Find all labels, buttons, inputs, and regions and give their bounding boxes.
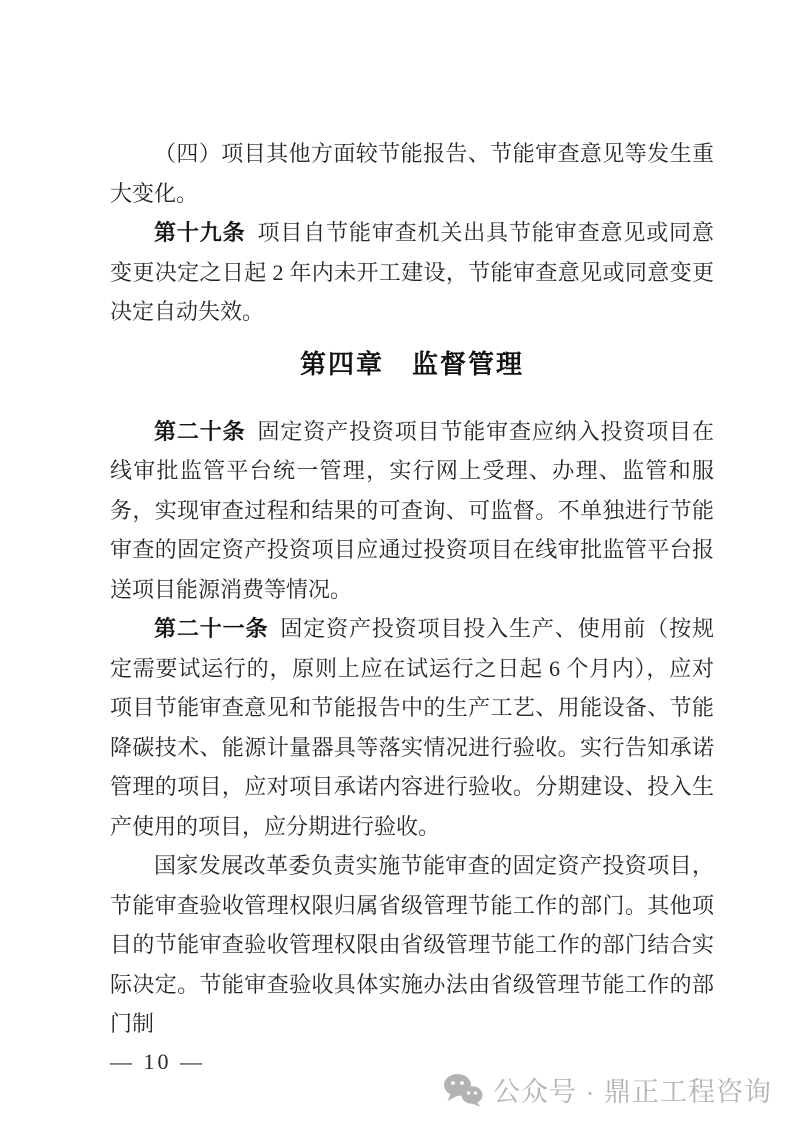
wechat-watermark bbox=[443, 1070, 772, 1109]
watermark-text: 公众号 · 鼎正工程咨询 bbox=[493, 1077, 772, 1107]
paragraph-article-20 bbox=[110, 412, 714, 610]
wechat-icon bbox=[443, 1073, 483, 1107]
paragraph-item-4: （四）项目其他方面较节能报告、节能审查意见等发生重大变化。 bbox=[110, 141, 714, 206]
document-body bbox=[110, 134, 714, 1076]
page-number: — 10 — bbox=[110, 1048, 205, 1074]
chapter-heading: 第四章 监督管理 bbox=[299, 348, 524, 379]
article-19-lead: 第十九条 bbox=[154, 220, 246, 245]
article-21-lead: 第二十一条 bbox=[154, 616, 269, 641]
article-19-text: 项目自节能审查机关出具节能审查意见或同意变更决定之日起 2 年内未开工建设，节能审查意见或同意变更决定自动失效。 bbox=[110, 220, 714, 324]
article-20-text: 固定资产投资项目节能审查应纳入投资项目在线审批监管平台统一管理，实行网上受理、办理、监管和服务，实现审查过程和结果的可查询、可监督。不单独进行节能审查的固定资产投资项目应通过投资项目在线审批监管平台报送项目能源消费等情况。 bbox=[110, 418, 714, 602]
paragraph-article-19 bbox=[110, 213, 714, 332]
article-21-text: 固定资产投资项目投入生产、使用前（按规定需要试运行的，原则上应在试运行之日起 6 个月内），应对项目节能审查意见和节能报告中的生产工艺、用能设备、节能降碳技术、能源计量器具等落实情况进行验收。实行告知承诺管理的项目，应对项目承诺内容进行验收。分期建设、投入生产使用的项目，应分期进行验收。 bbox=[110, 616, 714, 839]
paragraph-ndrc-validation: 国家发展改革委负责实施节能审查的固定资产投资项目，节能审查验收管理权限归属省级管理节能工作的部门。其他项目的节能审查验收管理权限由省级管理节能工作的部门结合实际决定。节能审查验收具体实施办法由省级管理节能工作的部门制 bbox=[110, 853, 714, 1036]
article-20-lead: 第二十条 bbox=[154, 418, 246, 444]
paragraph-article-21 bbox=[110, 609, 714, 846]
